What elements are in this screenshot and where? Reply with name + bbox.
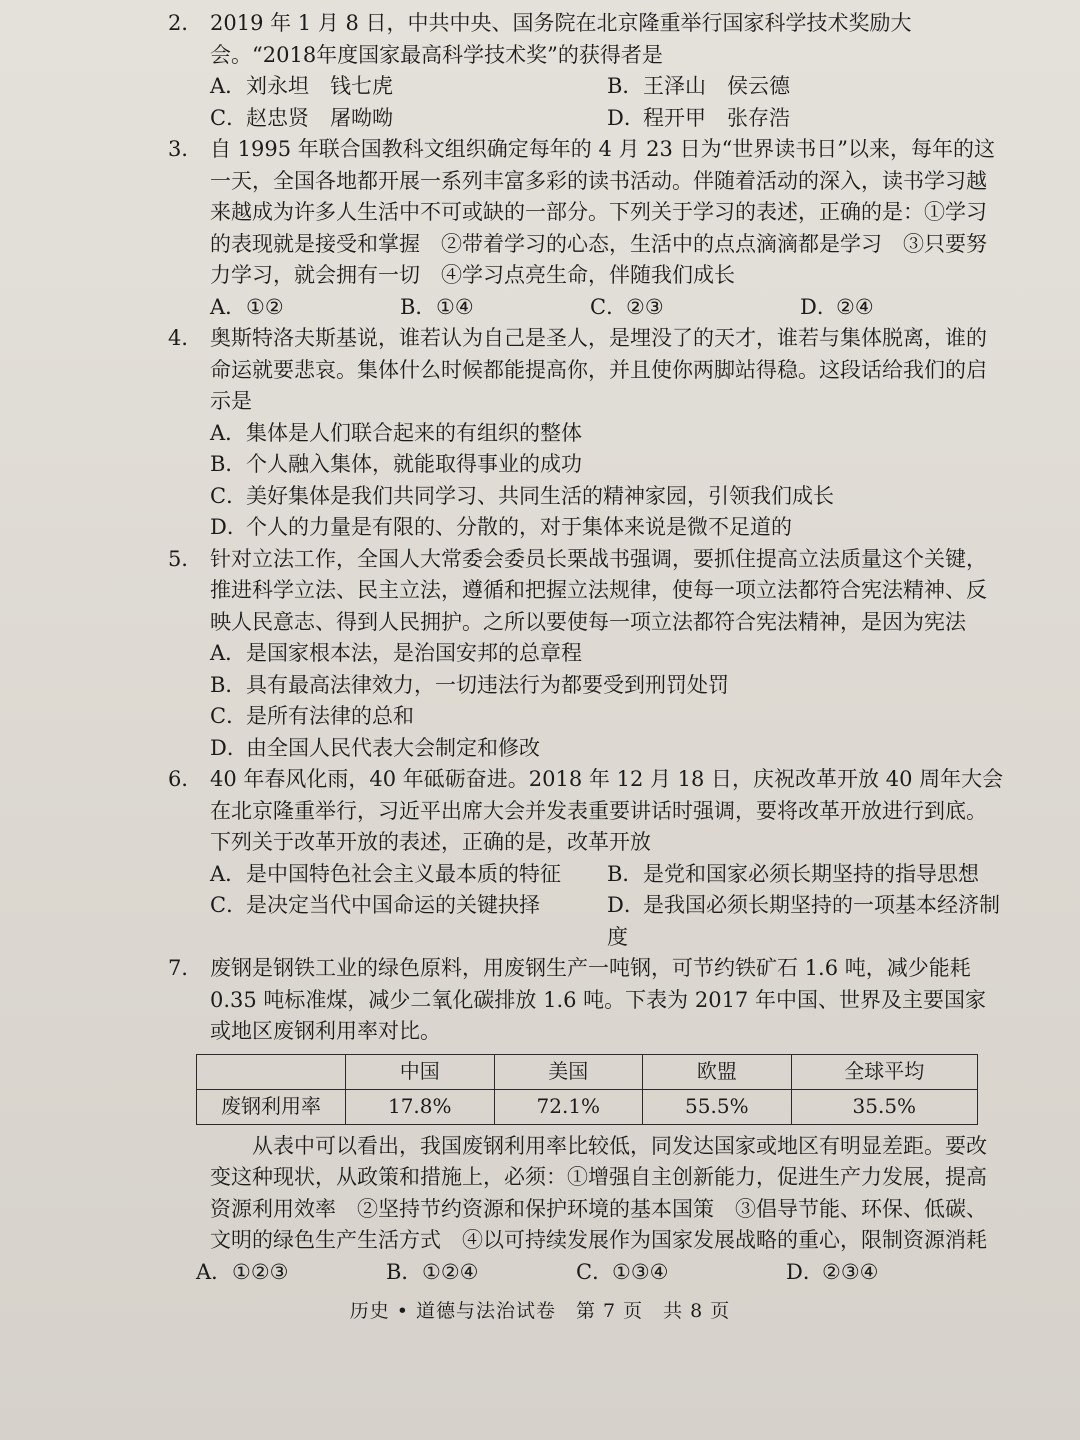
table-row (197, 1089, 978, 1124)
question-stem: 针对立法工作，全国人大常委会委员长栗战书强调，要抓住提高立法质量这个关键，推进科学立法、民主立法，遵循和把握立法规律，使每一项立法都符合宪法精神、反映人民意志、得到人民拥护。之所以要使每一项立法都符合宪法精神，是因为宪法 (210, 546, 987, 634)
question-6 (168, 764, 1004, 953)
options (210, 859, 1004, 954)
option-d: D．②③④ (786, 1259, 879, 1284)
option-d: D．程开甲 张存浩 (607, 105, 790, 130)
option-b: B．具有最高法律效力，一切违法行为都要受到刑罚处罚 (210, 672, 729, 697)
scrap-steel-table (196, 1054, 978, 1125)
table-row-label: 废钢利用率 (197, 1089, 346, 1124)
question-2 (168, 8, 1004, 134)
table-header-row (197, 1054, 978, 1089)
table-header-cell (197, 1054, 346, 1089)
table-cell: 55.5% (643, 1089, 792, 1124)
option-d: D．②④ (800, 294, 874, 319)
option-a: A．①②③ (196, 1259, 289, 1284)
options (210, 292, 1004, 324)
option-c: C．赵忠贤 屠呦呦 (210, 105, 393, 130)
option-d: D．由全国人民代表大会制定和修改 (210, 735, 540, 760)
question-stem: 奥斯特洛夫斯基说，谁若认为自己是圣人，是埋没了的天才，谁若与集体脱离，谁的命运就要悲哀。集体什么时候都能提高你，并且使你两脚站得稳。这段话给我们的启示是 (210, 326, 987, 413)
table-header-cell: 欧盟 (643, 1054, 792, 1089)
option-b: B．①④ (400, 294, 474, 319)
table-cell: 17.8% (346, 1089, 495, 1124)
question-paragraph: 从表中可以看出，我国废钢利用率比较低，同发达国家或地区有明显差距。要改变这种现状，从政策和措施上，必须：①增强自主创新能力，促进生产力发展，提高资源利用效率 ②坚持节约资源和保护环境的基本国策 ③倡导节能、环保、低碳、文明的绿色生产生活方式 ④以可持续发展作为国家发展战略的重心，限制资源消耗 (210, 1133, 987, 1252)
option-b: B．个人融入集体，就能取得事业的成功 (210, 452, 582, 476)
option-b: B．是党和国家必须长期坚持的指导思想 (607, 861, 979, 886)
option-b: B．王泽山 侯云德 (607, 74, 790, 98)
question-number: 7． (168, 956, 203, 980)
option-d: D．个人的力量是有限的、分散的，对于集体来说是微不足道的 (210, 515, 792, 539)
option-c: C．①③④ (576, 1259, 669, 1284)
table-header-cell: 全球平均 (791, 1054, 977, 1089)
question-stem: 废钢是钢铁工业的绿色原料，用废钢生产一吨钢，可节约铁矿石 1.6 吨，减少能耗 0.35 吨标准煤，减少二氧化碳排放 1.6 吨。下表为 2017 年中国、世界及主要国家或地区废钢利用率对比。 (210, 956, 986, 1043)
question-stem: 2019 年 1 月 8 日，中共中央、国务院在北京隆重举行国家科学技术奖励大会。“2018年度国家最高科学技术奖”的获得者是 (210, 11, 912, 67)
question-stem: 自 1995 年联合国教科文组织确定每年的 4 月 23 日为“世界读书日”以来，每年的这一天，全国各地都开展一系列丰富多彩的读书活动。伴随着活动的深入，读书学习越来越成为许多人生活中不可或缺的一部分。下列关于学习的表述，正确的是：①学习的表现就是接受和掌握 ②带着学习的心态，生活中的点点滴滴都是学习 ③只要努力学习，就会拥有一切 ④学习点亮生命，伴随我们成长 (210, 137, 996, 287)
option-a: A．集体是人们联合起来的有组织的整体 (210, 420, 582, 445)
options (196, 1257, 1004, 1289)
table-cell: 72.1% (494, 1089, 643, 1124)
option-a: A．是中国特色社会主义最本质的特征 (210, 861, 561, 886)
question-4 (168, 323, 1004, 544)
option-a: A．是国家根本法，是治国安邦的总章程 (210, 641, 582, 665)
question-number: 5． (168, 546, 203, 571)
option-a: A．刘永坦 钱七虎 (210, 74, 393, 98)
page-footer: 历史 • 道德与法治试卷 第 7 页 共 8 页 (349, 1300, 731, 1322)
table-header-cell: 美国 (494, 1054, 643, 1089)
question-number: 6． (168, 767, 203, 791)
table-cell: 35.5% (791, 1089, 977, 1124)
options (210, 71, 1004, 134)
table-header-cell: 中国 (346, 1054, 495, 1089)
option-d: D．是我国必须长期坚持的一项基本经济制度 (607, 893, 1000, 949)
question-number: 3． (168, 137, 203, 161)
option-c: C．是决定当代中国命运的关键抉择 (210, 893, 540, 917)
question-number: 2． (168, 11, 203, 35)
option-c: C．②③ (590, 294, 664, 319)
question-number: 4． (168, 326, 203, 350)
option-b: B．①②④ (386, 1259, 479, 1284)
question-3 (168, 134, 1004, 323)
option-c: C．美好集体是我们共同学习、共同生活的精神家园，引领我们成长 (210, 483, 834, 508)
option-a: A．①② (210, 294, 284, 319)
question-7 (168, 953, 1004, 1288)
option-c: C．是所有法律的总和 (210, 704, 414, 728)
exam-content (0, 8, 1080, 1288)
question-5 (168, 544, 1004, 765)
question-stem: 40 年春风化雨，40 年砥砺奋进。2018 年 12 月 18 日，庆祝改革开放 40 周年大会在北京隆重举行，习近平出席大会并发表重要讲话时强调，要将改革开放进行到底。下列关于改革开放的表述，正确的是，改革开放 (210, 767, 1004, 854)
